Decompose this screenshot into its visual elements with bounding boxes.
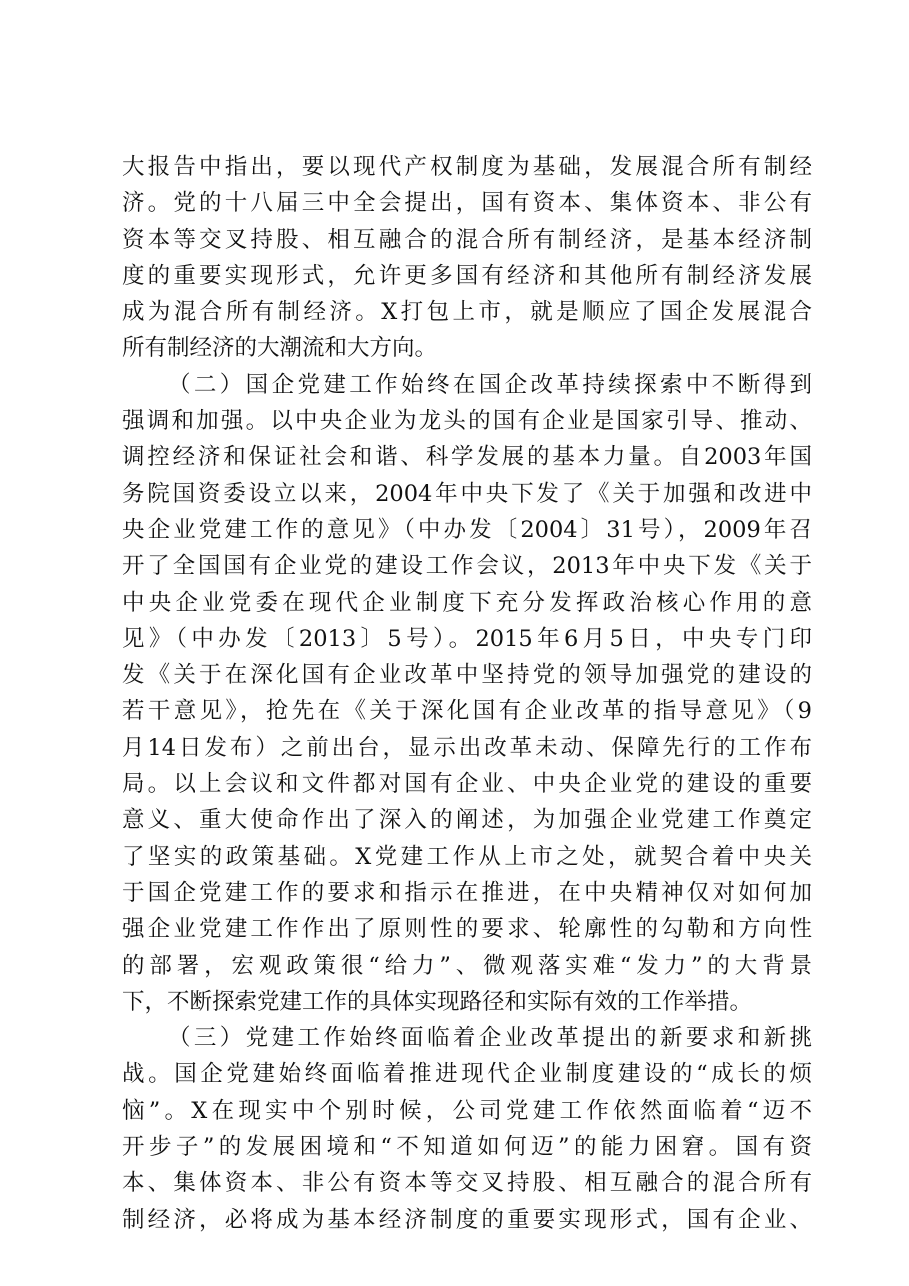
- text-line: 强调和加强。以中央企业为龙头的国有企业是国家引导、推动、: [122, 408, 812, 435]
- text-line: 开了全国国有企业党的建设工作会议，2013年中央下发《关于: [122, 553, 812, 580]
- text-line: 下，不断探索党建工作的具体实现路径和实际有效的工作举措。: [122, 988, 753, 1015]
- document-page: [122, 149, 812, 1238]
- section-heading-line: （二）国企党建工作始终在国企改革持续探索中不断得到: [168, 371, 812, 398]
- text-line: 中央企业党委在现代企业制度下充分发挥政治核心作用的意: [122, 589, 812, 616]
- text-line: 大报告中指出，要以现代产权制度为基础，发展混合所有制经: [122, 154, 812, 180]
- text-line: 战。国企党建始终面临着推进现代企业制度建设的“成长的烦: [122, 1061, 812, 1088]
- section-heading-line: （三）党建工作始终面临着企业改革提出的新要求和新挑: [168, 1025, 812, 1052]
- text-line: 若干意见》，抢先在《关于深化国有企业改革的指导意见》（9: [122, 698, 812, 725]
- text-line: 月14日发布）之前出台，显示出改革未动、保障先行的工作布: [122, 734, 812, 761]
- text-line: 成为混合所有制经济。X打包上市，就是顺应了国企发展混合: [122, 299, 812, 326]
- text-line: 所有制经济的大潮流和大方向。: [122, 335, 438, 362]
- text-line: 济。党的十八届三中全会提出，国有资本、集体资本、非公有: [122, 190, 812, 217]
- text-line: 了坚实的政策基础。X党建工作从上市之处，就契合着中央关: [122, 843, 812, 870]
- text-line: 见》（中办发〔2013〕5号）。2015年6月5日，中央专门印: [122, 625, 812, 652]
- text-line: 央企业党建工作的意见》（中办发〔2004〕31号），2009年召: [122, 516, 812, 543]
- text-line: 务院国资委设立以来，2004年中央下发了《关于加强和改进中: [122, 480, 812, 507]
- text-line: 度的重要实现形式，允许更多国有经济和其他所有制经济发展: [122, 262, 812, 289]
- text-line: 本、集体资本、非公有资本等交叉持股、相互融合的混合所有: [122, 1170, 812, 1197]
- text-line: 的部署，宏观政策很“给力”、微观落实难“发力”的大背景: [122, 952, 812, 979]
- text-line: 强企业党建工作作出了原则性的要求、轮廓性的勾勒和方向性: [122, 916, 812, 943]
- text-line: 资本等交叉持股、相互融合的混合所有制经济，是基本经济制: [122, 226, 812, 253]
- text-line: 开步子”的发展困境和“不知道如何迈”的能力困窘。国有资: [122, 1134, 812, 1161]
- text-line: 发《关于在深化国有企业改革中坚持党的领导加强党的建设的: [122, 662, 812, 689]
- text-line: 调控经济和保证社会和谐、科学发展的基本力量。自2003年国: [122, 444, 812, 471]
- text-line: 于国企党建工作的要求和指示在推进，在中央精神仅对如何加: [122, 879, 812, 906]
- text-line: 恼”。X在现实中个别时候，公司党建工作依然面临着“迈不: [122, 1097, 812, 1124]
- text-line: 局。以上会议和文件都对国有企业、中央企业党的建设的重要: [122, 771, 812, 798]
- text-line: 制经济，必将成为基本经济制度的重要实现形式，国有企业、: [122, 1206, 812, 1233]
- text-line: 意义、重大使命作出了深入的阐述，为加强企业党建工作奠定: [122, 807, 812, 834]
